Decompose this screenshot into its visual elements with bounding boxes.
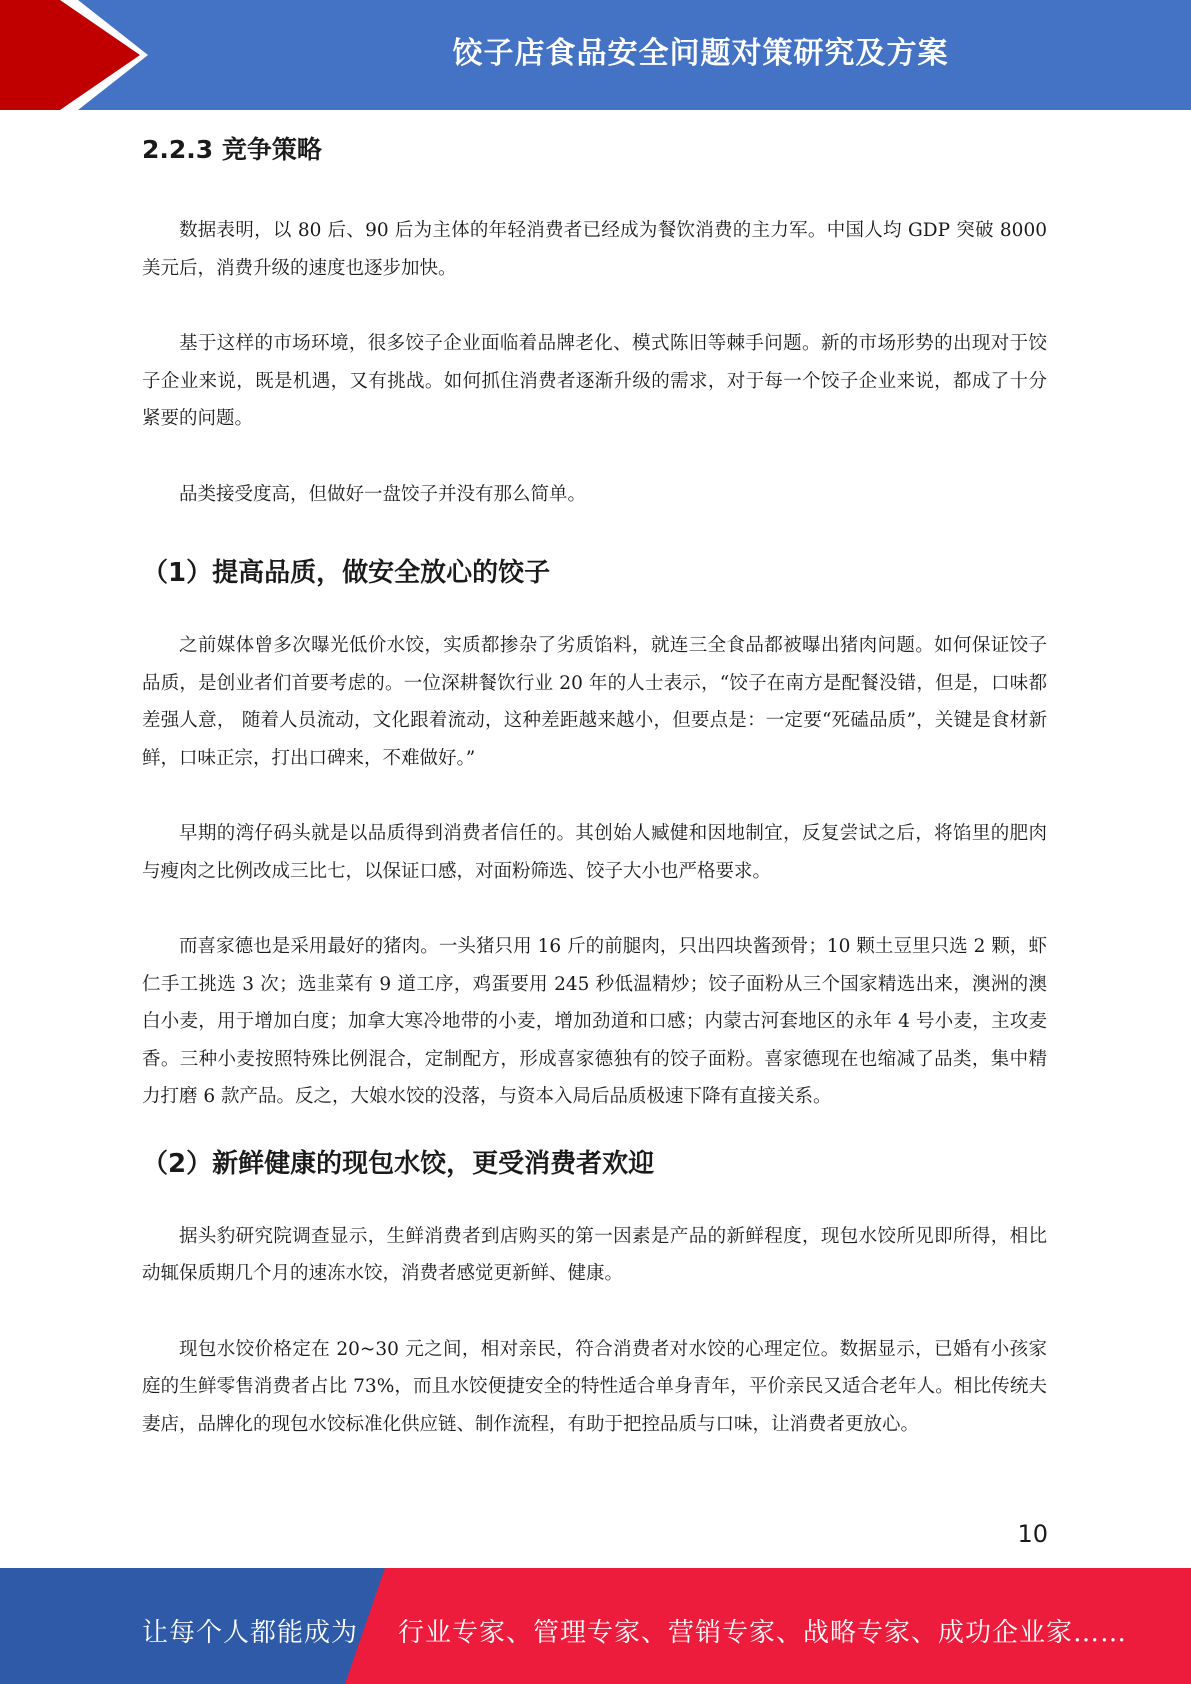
page-content bbox=[142, 128, 1047, 1481]
paragraph: 据头豹研究院调查显示，生鲜消费者到店购买的第一因素是产品的新鲜程度，现包水饺所见即所得，相比动辄保质期几个月的速冻水饺，消费者感觉更新鲜、健康。 bbox=[142, 1225, 1047, 1284]
subsection-heading-fresh: （2）新鲜健康的现包水饺，更受消费者欢迎 bbox=[142, 1148, 655, 1179]
page-footer bbox=[0, 1568, 1191, 1684]
paragraph: 而喜家德也是采用最好的猪肉。一头猪只用 16 斤的前腿肉，只出四块酱颈骨；10 颗土豆里只选 2 颗，虾仁手工挑选 3 次；选韭菜有 9 道工序，鸡蛋要用 245 秒低温精炒；饺子面粉从三个国家精选出来，澳洲的澳白小麦，用于增加白度；加拿大寒冷地带的小麦，增加劲道和口感；内蒙古河套地区的永年 4 号小麦，主攻麦香。三种小麦按照特殊比例混合，定制配方，形成喜家德独有的饺子面粉。喜家德现在也缩减了品类，集中精力打磨 6 款产品。反之，大娘水饺的没落，与资本入局后品质极速下降有直接关系。 bbox=[142, 936, 1047, 1107]
footer-slogan-left: 让每个人都能成为 bbox=[142, 1618, 359, 1648]
document-title: 饺子店食品安全问题对策研究及方案 bbox=[452, 36, 949, 71]
footer-slogan-right: 行业专家、管理专家、营销专家、战略专家、成功企业家…… bbox=[398, 1618, 1128, 1648]
paragraph: 品类接受度高，但做好一盘饺子并没有那么简单。 bbox=[179, 483, 587, 505]
paragraph: 早期的湾仔码头就是以品质得到消费者信任的。其创始人臧健和因地制宜，反复尝试之后，将馅里的肥肉与瘦肉之比例改成三比七，以保证口感，对面粉筛选、饺子大小也严格要求。 bbox=[142, 823, 1047, 882]
page-number: 10 bbox=[1017, 1520, 1048, 1548]
paragraph: 数据表明，以 80 后、90 后为主体的年轻消费者已经成为餐饮消费的主力军。中国人均 GDP 突破 8000 美元后，消费升级的速度也逐步加快。 bbox=[142, 220, 1047, 279]
paragraph: 之前媒体曾多次曝光低价水饺，实质都掺杂了劣质馅料，就连三全食品都被曝出猪肉问题。如何保证饺子品质，是创业者们首要考虑的。一位深耕餐饮行业 20 年的人士表示，“饺子在南方是配餐没错，但是，口味都差强人意， 随着人员流动，文化跟着流动，这种差距越来越小，但要点是：一定要“死磕品质”，关键是食材新鲜，口味正宗，打出口碑来，不难做好。” bbox=[142, 635, 1047, 769]
paragraph: 基于这样的市场环境，很多饺子企业面临着品牌老化、模式陈旧等棘手问题。新的市场形势的出现对于饺子企业来说，既是机遇，又有挑战。如何抓住消费者逐渐升级的需求，对于每一个饺子企业来说，都成了十分紧要的问题。 bbox=[142, 333, 1047, 429]
section-heading: 2.2.3 竞争策略 bbox=[142, 135, 322, 164]
subsection-heading-quality: （1）提高品质，做安全放心的饺子 bbox=[142, 558, 551, 588]
paragraph: 现包水饺价格定在 20~30 元之间，相对亲民，符合消费者对水饺的心理定位。数据显示，已婚有小孩家庭的生鲜零售消费者占比 73%，而且水饺便捷安全的特性适合单身青年，平价亲民又适合老年人。相比传统夫妻店，品牌化的现包水饺标准化供应链、制作流程，有助于把控品质与口味，让消费者更放心。 bbox=[142, 1338, 1047, 1435]
page-header bbox=[0, 0, 1191, 110]
